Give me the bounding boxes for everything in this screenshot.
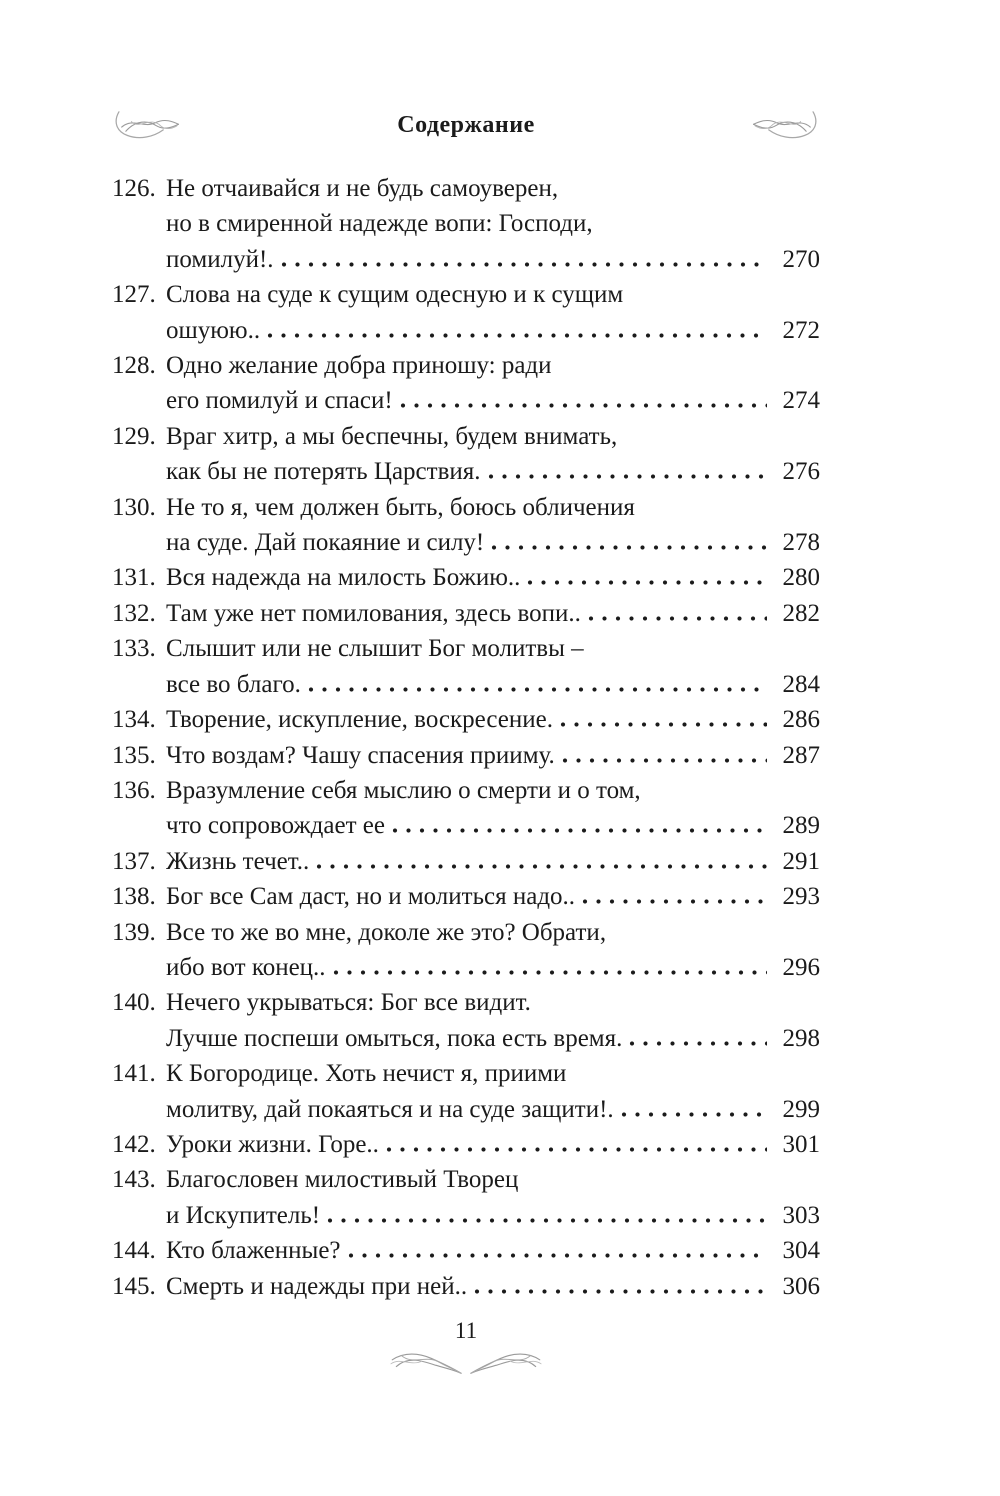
entry-line: [112, 242, 820, 277]
entry-page-number: 303: [782, 1201, 820, 1229]
entry-title-text: Лучше поспеши омыться, пока есть время.: [166, 1024, 623, 1052]
entry-title-text: ибо вот конец..: [166, 953, 326, 981]
entry-line: [112, 419, 820, 454]
entry-title-text: Благословен милостивый Творец: [166, 1166, 519, 1194]
dot-leader: [485, 474, 767, 479]
page-content: [112, 0, 820, 1376]
toc-entry: [112, 738, 820, 773]
entry-page-number: 278: [782, 529, 820, 557]
entry-line: [112, 915, 820, 950]
toc-entry: [112, 1162, 820, 1233]
entry-page-number: 286: [782, 706, 820, 734]
entry-title-text: но в смиренной надежде вопи: Господи,: [166, 210, 593, 238]
dot-leader: [324, 1218, 767, 1223]
toc-entry: [112, 560, 820, 595]
entry-line: [112, 313, 820, 348]
entry-number: 137.: [112, 847, 156, 875]
dot-leader: [383, 1147, 767, 1152]
entry-number: 132.: [112, 599, 156, 627]
entry-line: [112, 808, 820, 843]
entry-title-text: Вся надежда на милость Божию..: [166, 564, 521, 592]
entry-page-number: 282: [782, 599, 820, 627]
entry-number: 140.: [112, 989, 156, 1017]
entry-page-number: 301: [782, 1130, 820, 1158]
entry-title-text: Бог все Сам даст, но и молиться надо..: [166, 883, 576, 911]
entry-title-text: Не отчаивайся и не будь самоуверен,: [166, 175, 559, 202]
toc-entry: [112, 490, 820, 561]
entry-title-text: Смерть и надежды при ней..: [166, 1272, 468, 1300]
entry-line: [112, 1127, 820, 1162]
entry-line: [112, 454, 820, 489]
entry-line: [112, 171, 820, 206]
entry-page-number: 284: [782, 670, 820, 698]
entry-line: [112, 1269, 820, 1304]
entry-title-text: Уроки жизни. Горе..: [166, 1130, 379, 1158]
dot-leader: [278, 262, 767, 267]
entry-line: [112, 1198, 820, 1233]
entry-number: 133.: [112, 635, 156, 663]
entry-number: 127.: [112, 281, 156, 309]
entry-line: [112, 206, 820, 241]
dot-leader: [389, 828, 767, 833]
entry-line: [112, 348, 820, 383]
entry-number: 138.: [112, 883, 156, 911]
entry-line: [112, 490, 820, 525]
entry-title-text: и Искупитель!: [166, 1201, 321, 1229]
entry-title-text: его помилуй и спаси!: [166, 387, 393, 415]
entry-page-number: 299: [782, 1095, 820, 1123]
dot-leader: [626, 1041, 767, 1046]
entry-page-number: 293: [782, 883, 820, 911]
toc-list: [112, 171, 820, 1304]
entry-title-text: ошуюю..: [166, 316, 261, 344]
toc-entry: [112, 171, 820, 277]
entry-title-text: Не то я, чем должен быть, боюсь обличения: [166, 493, 635, 521]
entry-page-number: 289: [782, 812, 820, 840]
dot-leader: [313, 864, 767, 869]
entry-title-text: Кто блаженные?: [166, 1237, 341, 1265]
entry-title-text: Враг хитр, а мы беспечны, будем внимать,: [166, 422, 618, 450]
entry-line: [112, 667, 820, 702]
entry-number: 130.: [112, 493, 156, 521]
entry-title-text: Слышит или не слышит Бог молитвы –: [166, 635, 584, 663]
footer-flourish-icon: [112, 1349, 820, 1376]
entry-title-text: К Богородице. Хоть нечист я, приими: [166, 1060, 567, 1088]
dot-leader: [559, 758, 767, 763]
toc-entry: [112, 1056, 820, 1127]
entry-page-number: 272: [782, 316, 820, 344]
entry-title-text: молитву, дай покаяться и на суде защити!.: [166, 1095, 614, 1123]
dot-leader: [264, 333, 767, 338]
entry-line: [112, 985, 820, 1020]
entry-page-number: 304: [782, 1237, 820, 1265]
dot-leader: [585, 616, 767, 621]
entry-line: [112, 738, 820, 773]
entry-line: [112, 950, 820, 985]
entry-number: 145.: [112, 1272, 156, 1300]
entry-number: 139.: [112, 918, 156, 946]
entry-number: 141.: [112, 1060, 156, 1088]
header: [112, 104, 820, 146]
toc-entry: [112, 631, 820, 702]
entry-title-text: Нечего укрываться: Бог все видит.: [166, 989, 531, 1017]
toc-entry: [112, 1233, 820, 1268]
entry-number: 126.: [112, 175, 156, 202]
entry-number: 129.: [112, 422, 156, 450]
entry-title-text: Жизнь течет..: [166, 847, 310, 875]
dot-leader: [345, 1253, 767, 1258]
entry-page-number: 296: [782, 953, 820, 981]
entry-title-text: все во благо.: [166, 670, 301, 698]
footer: [112, 1316, 820, 1376]
entry-number: 131.: [112, 564, 156, 592]
toc-entry: [112, 596, 820, 631]
toc-entry: [112, 702, 820, 737]
dot-leader: [330, 970, 767, 975]
entry-page-number: 276: [782, 458, 820, 486]
entry-title-text: Вразумление себя мыслию о смерти и о том,: [166, 776, 641, 804]
header-flourish-right-icon: [748, 109, 820, 141]
toc-entry: [112, 773, 820, 844]
toc-entry: [112, 985, 820, 1056]
footer-page-number: 11: [454, 1318, 478, 1343]
dot-leader: [305, 687, 767, 692]
entry-number: 142.: [112, 1130, 156, 1158]
entry-page-number: 306: [782, 1272, 820, 1300]
entry-page-number: 274: [782, 387, 820, 415]
toc-entry: [112, 915, 820, 986]
entry-page-number: 287: [782, 741, 820, 769]
entry-line: [112, 1021, 820, 1056]
dot-leader: [579, 899, 767, 904]
entry-number: 134.: [112, 706, 156, 734]
toc-entry: [112, 879, 820, 914]
entry-number: 143.: [112, 1166, 156, 1194]
entry-title-text: помилуй!.: [166, 245, 274, 273]
dot-leader: [618, 1112, 767, 1117]
toc-entry: [112, 348, 820, 419]
entry-line: [112, 773, 820, 808]
entry-title-text: Все то же во мне, доколе же это? Обрати,: [166, 918, 607, 946]
dot-leader: [471, 1289, 767, 1294]
entry-page-number: 298: [782, 1024, 820, 1052]
entry-line: [112, 702, 820, 737]
entry-page-number: 291: [782, 847, 820, 875]
header-flourish-left-icon: [112, 109, 184, 141]
dot-leader: [397, 403, 767, 408]
entry-title-text: Одно желание добра приношу: ради: [166, 352, 552, 380]
toc-entry: [112, 1269, 820, 1304]
entry-line: [112, 844, 820, 879]
entry-line: [112, 1233, 820, 1268]
entry-line: [112, 1056, 820, 1091]
entry-title-text: что сопровождает ее: [166, 812, 385, 840]
entry-line: [112, 383, 820, 418]
entry-line: [112, 1162, 820, 1197]
entry-title-text: Творение, искупление, воскресение.: [166, 706, 553, 734]
entry-number: 144.: [112, 1237, 156, 1265]
entry-number: 135.: [112, 741, 156, 769]
toc-entry: [112, 419, 820, 490]
entry-title-text: Слова на суде к сущим одесную и к сущим: [166, 281, 624, 309]
entry-line: [112, 277, 820, 312]
entry-line: [112, 631, 820, 666]
entry-line: [112, 560, 820, 595]
entry-line: [112, 525, 820, 560]
entry-title-text: Там уже нет помилования, здесь вопи..: [166, 599, 581, 627]
dot-leader: [557, 722, 767, 727]
entry-line: [112, 879, 820, 914]
toc-entry: [112, 277, 820, 348]
page-title: Содержание: [397, 111, 535, 138]
toc-entry: [112, 844, 820, 879]
entry-title-text: на суде. Дай покаяние и силу!: [166, 529, 485, 557]
entry-number: 128.: [112, 352, 156, 380]
entry-line: [112, 596, 820, 631]
entry-page-number: 270: [782, 245, 820, 273]
entry-title-text: как бы не потерять Царствия.: [166, 458, 481, 486]
entry-number: 136.: [112, 776, 156, 804]
toc-entry: [112, 1127, 820, 1162]
entry-title-text: Что воздам? Чашу спасения прииму.: [166, 741, 555, 769]
dot-leader: [524, 580, 767, 585]
dot-leader: [488, 545, 767, 550]
entry-line: [112, 1092, 820, 1127]
entry-page-number: 280: [782, 564, 820, 592]
